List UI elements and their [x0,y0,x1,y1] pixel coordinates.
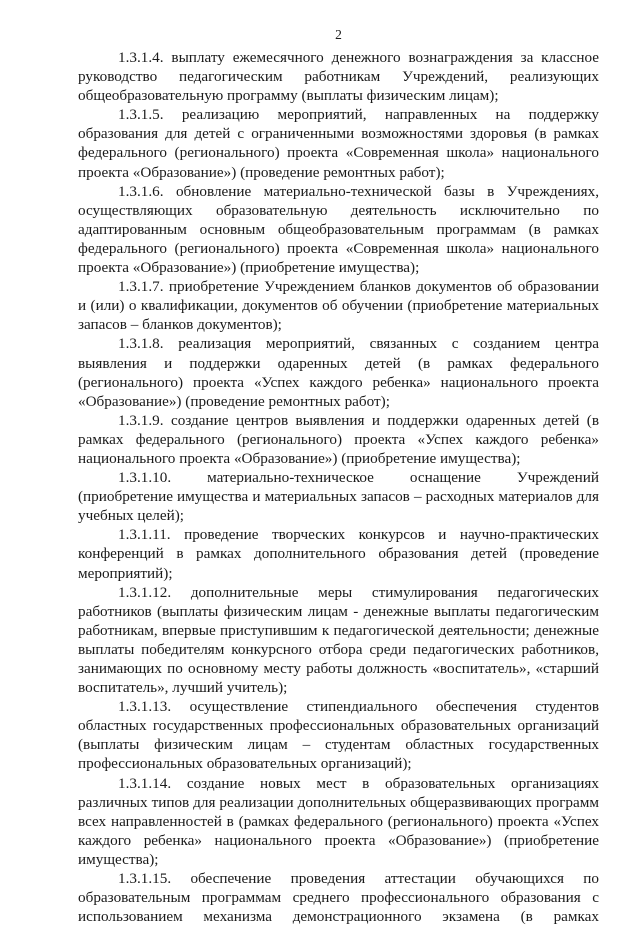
paragraph-1-3-1-11: 1.3.1.11. проведение творческих конкурсов и научно-практических конференций в рамках дополнительного образования детей (проведение мероприятий); [78,526,599,582]
paragraph-1-3-1-7: 1.3.1.7. приобретение Учреждением бланков документов об образовании и (или) о квалификации, документов об обучении (приобретение материальных запасов – бланков документов); [78,278,599,334]
paragraph-1-3-1-12: 1.3.1.12. дополнительные меры стимулирования педагогических работников (выплаты физическим лицам - денежные выплаты педагогическим работникам, впервые приступившим к педагогической деятельности; денежные выплаты победителям конкурсного отбора среди педагогических работников, занимающих по основному месту работы должность «воспитатель», «старший воспитатель», лучший учитель); [78,583,599,697]
paragraph-1-3-1-14: 1.3.1.14. создание новых мест в образовательных организациях различных типов для реализации дополнительных общеразвивающих программ всех направленностей в (рамках федерального (регионального) проекта «Успех каждого ребенка» национального проекта «Образование») (приобретение имущества); [78,774,599,868]
document-body [78,48,599,926]
paragraph-1-3-1-15: 1.3.1.15. обеспечение проведения аттестации обучающихся по образовательным программам среднего профессионального образования с использованием механизма демонстрационного экзамена (в рамках [78,870,599,926]
paragraph-1-3-1-10: 1.3.1.10. материально-техническое оснащение Учреждений (приобретение имущества и материальных запасов – расходных материалов для учебных целей); [78,469,599,525]
paragraph-1-3-1-9: 1.3.1.9. создание центров выявления и поддержки одаренных детей (в рамках федерального (регионального) проекта «Успех каждого ребенка» национального проекта «Образование») (приобретение имущества); [78,411,599,467]
paragraph-1-3-1-13: 1.3.1.13. осуществление стипендиального обеспечения студентов областных государственных профессиональных образовательных организаций (выплаты физическим лицам – студентам областных государственных профессиональных образовательных организаций); [78,698,599,773]
page-number: 2 [335,27,342,42]
paragraph-1-3-1-4: 1.3.1.4. выплату ежемесячного денежного вознаграждения за классное руководство педагогическим работникам Учреждений, реализующих общеобразовательную программу (выплаты физическим лицам); [78,49,599,105]
paragraph-1-3-1-8: 1.3.1.8. реализация мероприятий, связанных с созданием центра выявления и поддержки одаренных детей (в рамках федерального (регионального) проекта «Успех каждого ребенка» национального проекта «Образование») (проведение ремонтных работ); [78,335,599,410]
paragraph-1-3-1-5: 1.3.1.5. реализацию мероприятий, направленных на поддержку образования для детей с ограниченными возможностями здоровья (в рамках федерального (регионального) проекта «Современная школа» национального проекта «Образование») (проведение ремонтных работ); [78,106,599,181]
paragraph-1-3-1-6: 1.3.1.6. обновление материально-технической базы в Учреждениях, осуществляющих образовательную деятельность исключительно по адаптированным основным общеобразовательным программам (в рамках федерального (регионального) проекта «Современная школа» национального проекта «Образование») (приобретение имущества); [78,182,599,277]
